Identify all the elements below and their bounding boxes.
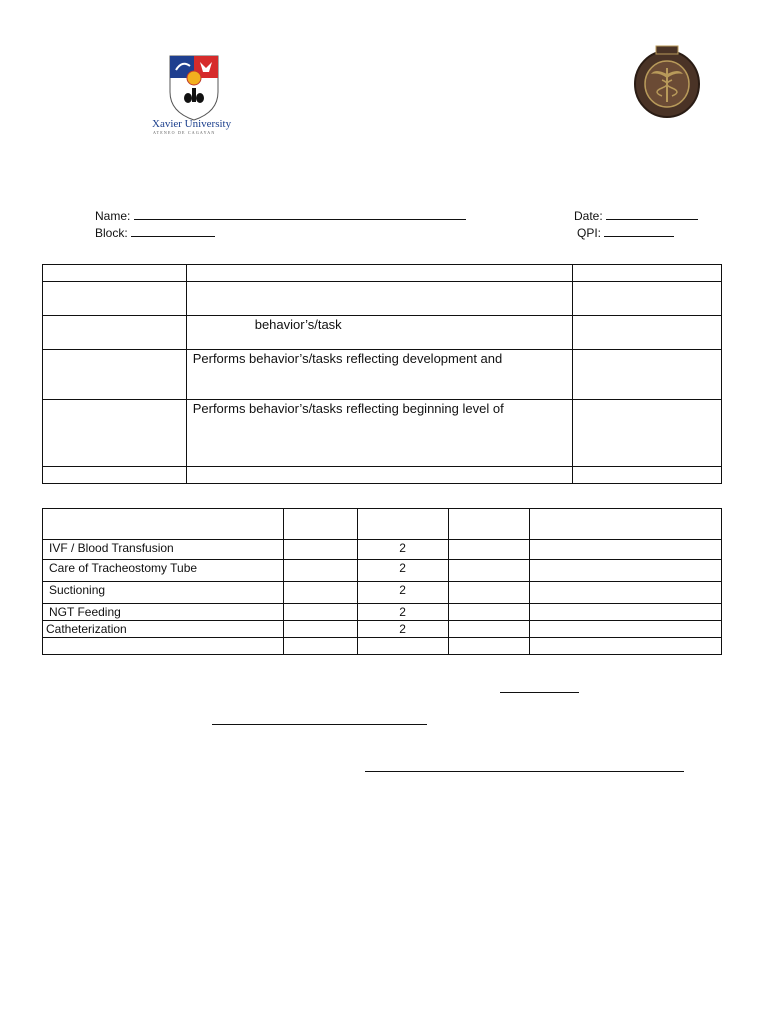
rating-scale-table [42,264,722,484]
date-line[interactable] [606,208,698,220]
table-row [43,400,722,467]
table-cell [448,638,530,655]
table-row [43,621,722,638]
table-cell [573,400,722,467]
name-field [95,208,466,223]
university-name: Xavier University [152,118,232,130]
table-cell [283,509,357,540]
date-field [574,208,698,223]
table-cell [186,265,573,282]
table-cell [530,540,722,560]
table-cell [283,540,357,560]
table-cell [530,604,722,621]
table-cell: Performs behavior’s/tasks reflecting development and [186,350,573,400]
table-row [43,316,722,350]
value-cell: 2 [357,582,448,604]
table-row [43,560,722,582]
skill-cell: Catheterization [43,621,284,638]
table-cell [448,509,530,540]
skill-cell: Care of Tracheostomy Tube [43,560,284,582]
table-cell [186,467,573,484]
value-cell: 2 [357,621,448,638]
table-row [43,582,722,604]
skill-cell [43,509,284,540]
table-row [43,509,722,540]
table-cell [43,316,187,350]
table-row [43,265,722,282]
table-cell: Performs behavior’s/tasks reflecting beginning level of [186,400,573,467]
table-cell [43,282,187,316]
table-cell [573,350,722,400]
table-cell [43,265,187,282]
table-cell [573,467,722,484]
table-cell [530,582,722,604]
table-cell [186,282,573,316]
table-cell [530,560,722,582]
skill-cell: NGT Feeding [43,604,284,621]
table-row [43,604,722,621]
caduceus-seal-icon [632,44,702,120]
name-label: Name: [95,209,131,223]
value-cell [357,638,448,655]
college-seal-logo [632,44,702,120]
table-cell [43,350,187,400]
table-cell [283,582,357,604]
table-cell [530,621,722,638]
table-row [43,467,722,484]
signature-line-long[interactable] [365,771,684,772]
table-cell [283,604,357,621]
signature-line-middle[interactable] [212,724,427,725]
date-label: Date: [574,209,603,223]
table-cell [43,467,187,484]
table-cell [43,400,187,467]
skill-cell [43,638,284,655]
table-row [43,638,722,655]
table-cell: behavior’s/task [186,316,573,350]
table-cell [283,621,357,638]
university-motto: ATENEO DE CAGAYAN [153,130,216,135]
qpi-line[interactable] [604,225,674,237]
table-cell [530,509,722,540]
table-cell [283,638,357,655]
signature-line-short[interactable] [500,692,579,693]
table-cell [283,560,357,582]
skill-cell: Suctioning [43,582,284,604]
table-row [43,350,722,400]
skills-table [42,508,722,655]
value-cell: 2 [357,604,448,621]
table-cell [573,265,722,282]
block-label: Block: [95,226,128,240]
table-row [43,540,722,560]
table-cell [573,316,722,350]
skill-cell: IVF / Blood Transfusion [43,540,284,560]
table-cell [448,560,530,582]
name-line[interactable] [134,208,466,220]
table-cell [448,582,530,604]
block-line[interactable] [131,225,215,237]
table-cell [530,638,722,655]
value-cell: 2 [357,540,448,560]
qpi-field [577,225,674,240]
table-cell [448,621,530,638]
table-cell [448,604,530,621]
block-field [95,225,215,240]
value-cell [357,509,448,540]
table-row [43,282,722,316]
table-cell [573,282,722,316]
table-cell [448,540,530,560]
qpi-label: QPI: [577,226,602,240]
value-cell: 2 [357,560,448,582]
